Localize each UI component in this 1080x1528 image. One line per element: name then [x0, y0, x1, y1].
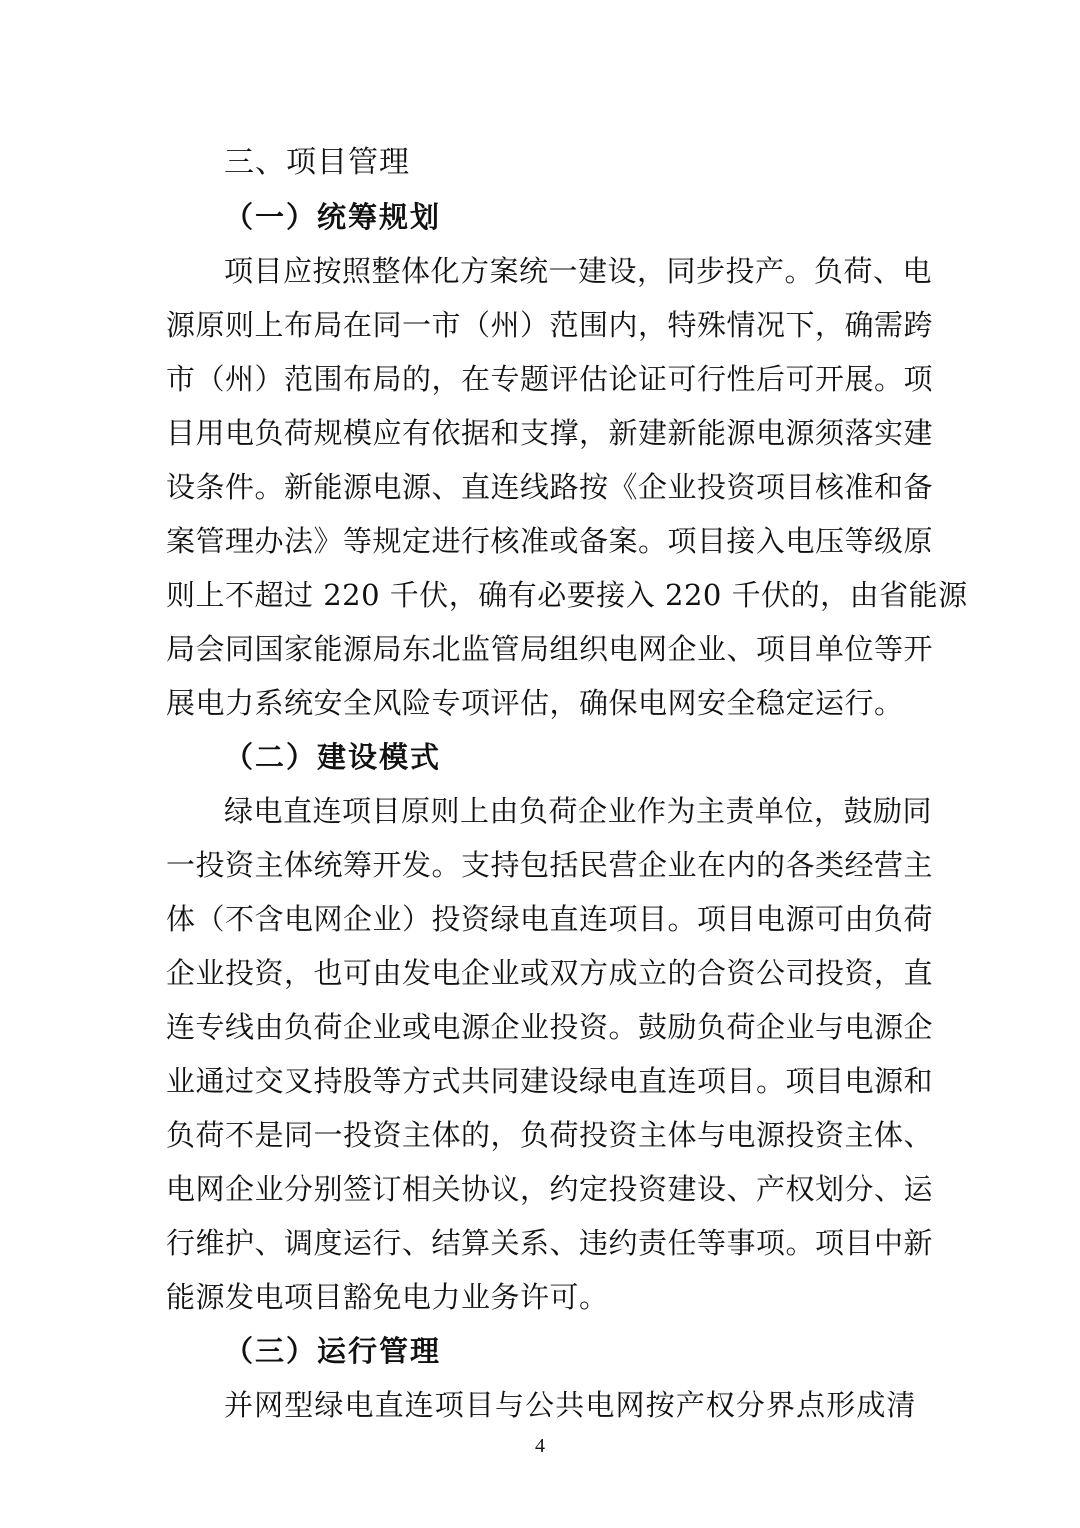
subsection-heading-3: （三）运行管理	[224, 1334, 442, 1368]
subsection-heading-2: （二）建设模式	[224, 740, 442, 774]
paragraph-line: 目用电负荷规模应有依据和支撑，新建新能源电源须落实建	[166, 416, 934, 450]
document-body	[166, 136, 968, 1432]
section-heading: 三、项目管理	[224, 145, 410, 180]
paragraph-line: 业通过交叉持股等方式共同建设绿电直连项目。项目电源和	[166, 1064, 934, 1098]
paragraph-3	[166, 1378, 916, 1432]
paragraph-line: 电网企业分别签订相关协议，约定投资建设、产权划分、运	[166, 1172, 934, 1206]
subsection-heading-1: （一）统筹规划	[224, 200, 442, 234]
paragraph-line: 体（不含电网企业）投资绿电直连项目。项目电源可由负荷	[166, 902, 934, 936]
paragraph-line: 行维护、调度运行、结算关系、违约责任等事项。项目中新	[166, 1226, 934, 1260]
paragraph-line: 绿电直连项目原则上由负荷企业作为主责单位，鼓励同	[224, 794, 933, 828]
paragraph-line: 企业投资，也可由发电企业或双方成立的合资公司投资，直	[166, 956, 934, 990]
paragraph-line: 展电力系统安全风险专项评估，确保电网安全稳定运行。	[166, 686, 904, 720]
paragraph-line: 设条件。新能源电源、直连线路按《企业投资项目核准和备	[166, 470, 934, 504]
paragraph-line: 市（州）范围布局的，在专题评估论证可行性后可开展。项	[166, 362, 934, 396]
paragraph-line: 连专线由负荷企业或电源企业投资。鼓励负荷企业与电源企	[166, 1010, 934, 1044]
paragraph-line: 并网型绿电直连项目与公共电网按产权分界点形成清	[224, 1388, 916, 1422]
paragraph-1	[166, 244, 968, 730]
page-number: 4	[535, 1435, 545, 1457]
paragraph-line: 源原则上布局在同一市（州）范围内，特殊情况下，确需跨	[166, 308, 934, 342]
paragraph-line: 局会同国家能源局东北监管局组织电网企业、项目单位等开	[166, 632, 934, 666]
paragraph-line: 则上不超过 220 千伏，确有必要接入 220 千伏的，由省能源	[166, 578, 968, 612]
paragraph-line: 负荷不是同一投资主体的，负荷投资主体与电源投资主体、	[166, 1118, 934, 1152]
paragraph-line: 能源发电项目豁免电力业务许可。	[166, 1280, 609, 1314]
paragraph-line: 项目应按照整体化方案统一建设，同步投产。负荷、电	[224, 254, 933, 288]
paragraph-line: 案管理办法》等规定进行核准或备案。项目接入电压等级原	[166, 524, 934, 558]
paragraph-2	[166, 784, 934, 1324]
paragraph-line: 一投资主体统筹开发。支持包括民营企业在内的各类经营主	[166, 848, 934, 882]
